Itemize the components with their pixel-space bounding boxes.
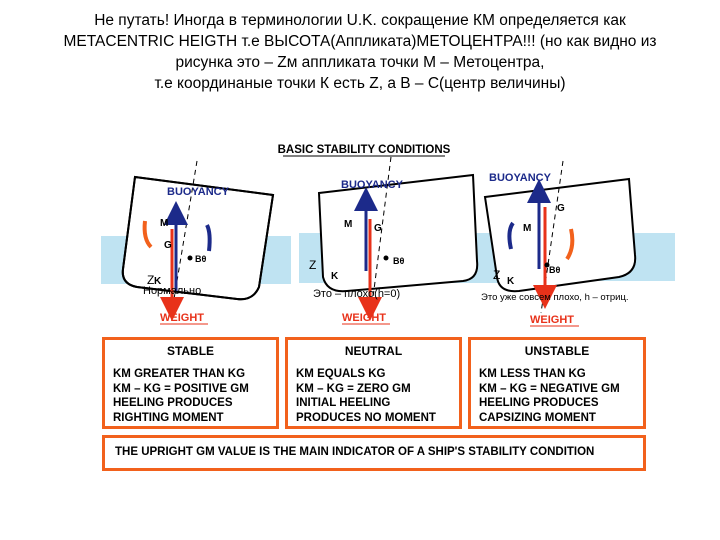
- note-stable: Нормально: [143, 285, 202, 297]
- neutral-lines: [296, 367, 436, 425]
- label-g-2: G: [374, 223, 382, 234]
- label-b-2: Bθ: [393, 256, 405, 266]
- note-unstable: Это уже совсем плохо, h – отриц.: [481, 292, 629, 303]
- label-k-2: K: [331, 271, 339, 282]
- neutral-box: [285, 337, 462, 429]
- note-neutral: Это – плохо(h=0): [313, 288, 401, 300]
- label-g-1: G: [164, 240, 172, 251]
- label-m-3: M: [523, 223, 532, 234]
- stable-line-4: RIGHTING MOMENT: [113, 411, 224, 424]
- stable-lines: [113, 367, 249, 425]
- label-b-3: Bθ: [549, 265, 561, 275]
- header-line-4: т.е координаные точки К есть Z, а В – С(центр величины): [154, 75, 566, 92]
- stable-line-1: KM GREATER THAN KG: [113, 368, 246, 380]
- stable-title: STABLE: [166, 344, 215, 358]
- label-z-3: Z: [493, 268, 501, 282]
- label-z-2: Z: [309, 258, 317, 272]
- label-m-2: M: [344, 219, 353, 230]
- stable-diagram: [101, 161, 291, 324]
- unstable-line-1: KM LESS THAN KG: [479, 368, 586, 380]
- unstable-line-4: CAPSIZING MOMENT: [479, 411, 596, 424]
- weight-label-2: WEIGHT: [342, 312, 386, 324]
- buoyancy-label-2: BUOYANCY: [341, 179, 403, 191]
- neutral-line-1: KM EQUALS KG: [296, 368, 386, 380]
- unstable-box: [468, 337, 646, 429]
- header-line-2: METACENTRIC HEIGTH т.е ВЫСОТА(Аппликата)МЕТОЦЕНТРА!!! (но как видно из: [63, 33, 657, 50]
- stable-line-3: HEELING PRODUCES: [113, 397, 233, 409]
- stability-figure: [47, 101, 679, 540]
- unstable-line-3: HEELING PRODUCES: [479, 397, 599, 409]
- unstable-line-2: KM – KG = NEGATIVE GM: [479, 382, 620, 395]
- neutral-line-4: PRODUCES NO MOMENT: [296, 411, 436, 424]
- figure-title: BASIC STABILITY CONDITIONS: [277, 144, 451, 156]
- label-b-1: Bθ: [195, 254, 207, 264]
- unstable-title: UNSTABLE: [524, 344, 590, 358]
- buoyancy-label-1: BUOYANCY: [167, 186, 229, 198]
- hull-2: [319, 175, 477, 291]
- label-k-1: K: [154, 276, 162, 287]
- bottom-note: THE UPRIGHT GM VALUE IS THE MAIN INDICATOR OF A SHIP'S STABILITY CONDITION: [115, 446, 595, 458]
- label-m-1: M: [160, 218, 169, 229]
- neutral-title: NEUTRAL: [344, 344, 403, 358]
- header-line-1: Не путать! Иногда в терминологии U.K. сокращение КМ определяется как: [94, 12, 626, 29]
- label-z-1: Z: [147, 273, 155, 287]
- weight-label-1: WEIGHT: [160, 312, 204, 324]
- stable-line-2: KM – KG = POSITIVE GM: [113, 382, 249, 395]
- header-line-3: рисунка это – Zм аппликата точки М – Метоцентра,: [175, 54, 545, 71]
- stable-box: [102, 337, 279, 429]
- weight-label-3: WEIGHT: [530, 314, 574, 326]
- label-g-3: G: [557, 203, 565, 214]
- neutral-line-2: KM – KG = ZERO GM: [296, 382, 411, 395]
- bottom-note-box: [102, 435, 646, 471]
- unstable-lines: [479, 367, 620, 425]
- neutral-line-3: INITIAL HEELING: [296, 397, 391, 409]
- slide-header: [20, 10, 700, 94]
- figure-drawing: [47, 101, 679, 540]
- buoyancy-label-3: BUOYANCY: [489, 172, 551, 184]
- label-k-3: K: [507, 276, 515, 287]
